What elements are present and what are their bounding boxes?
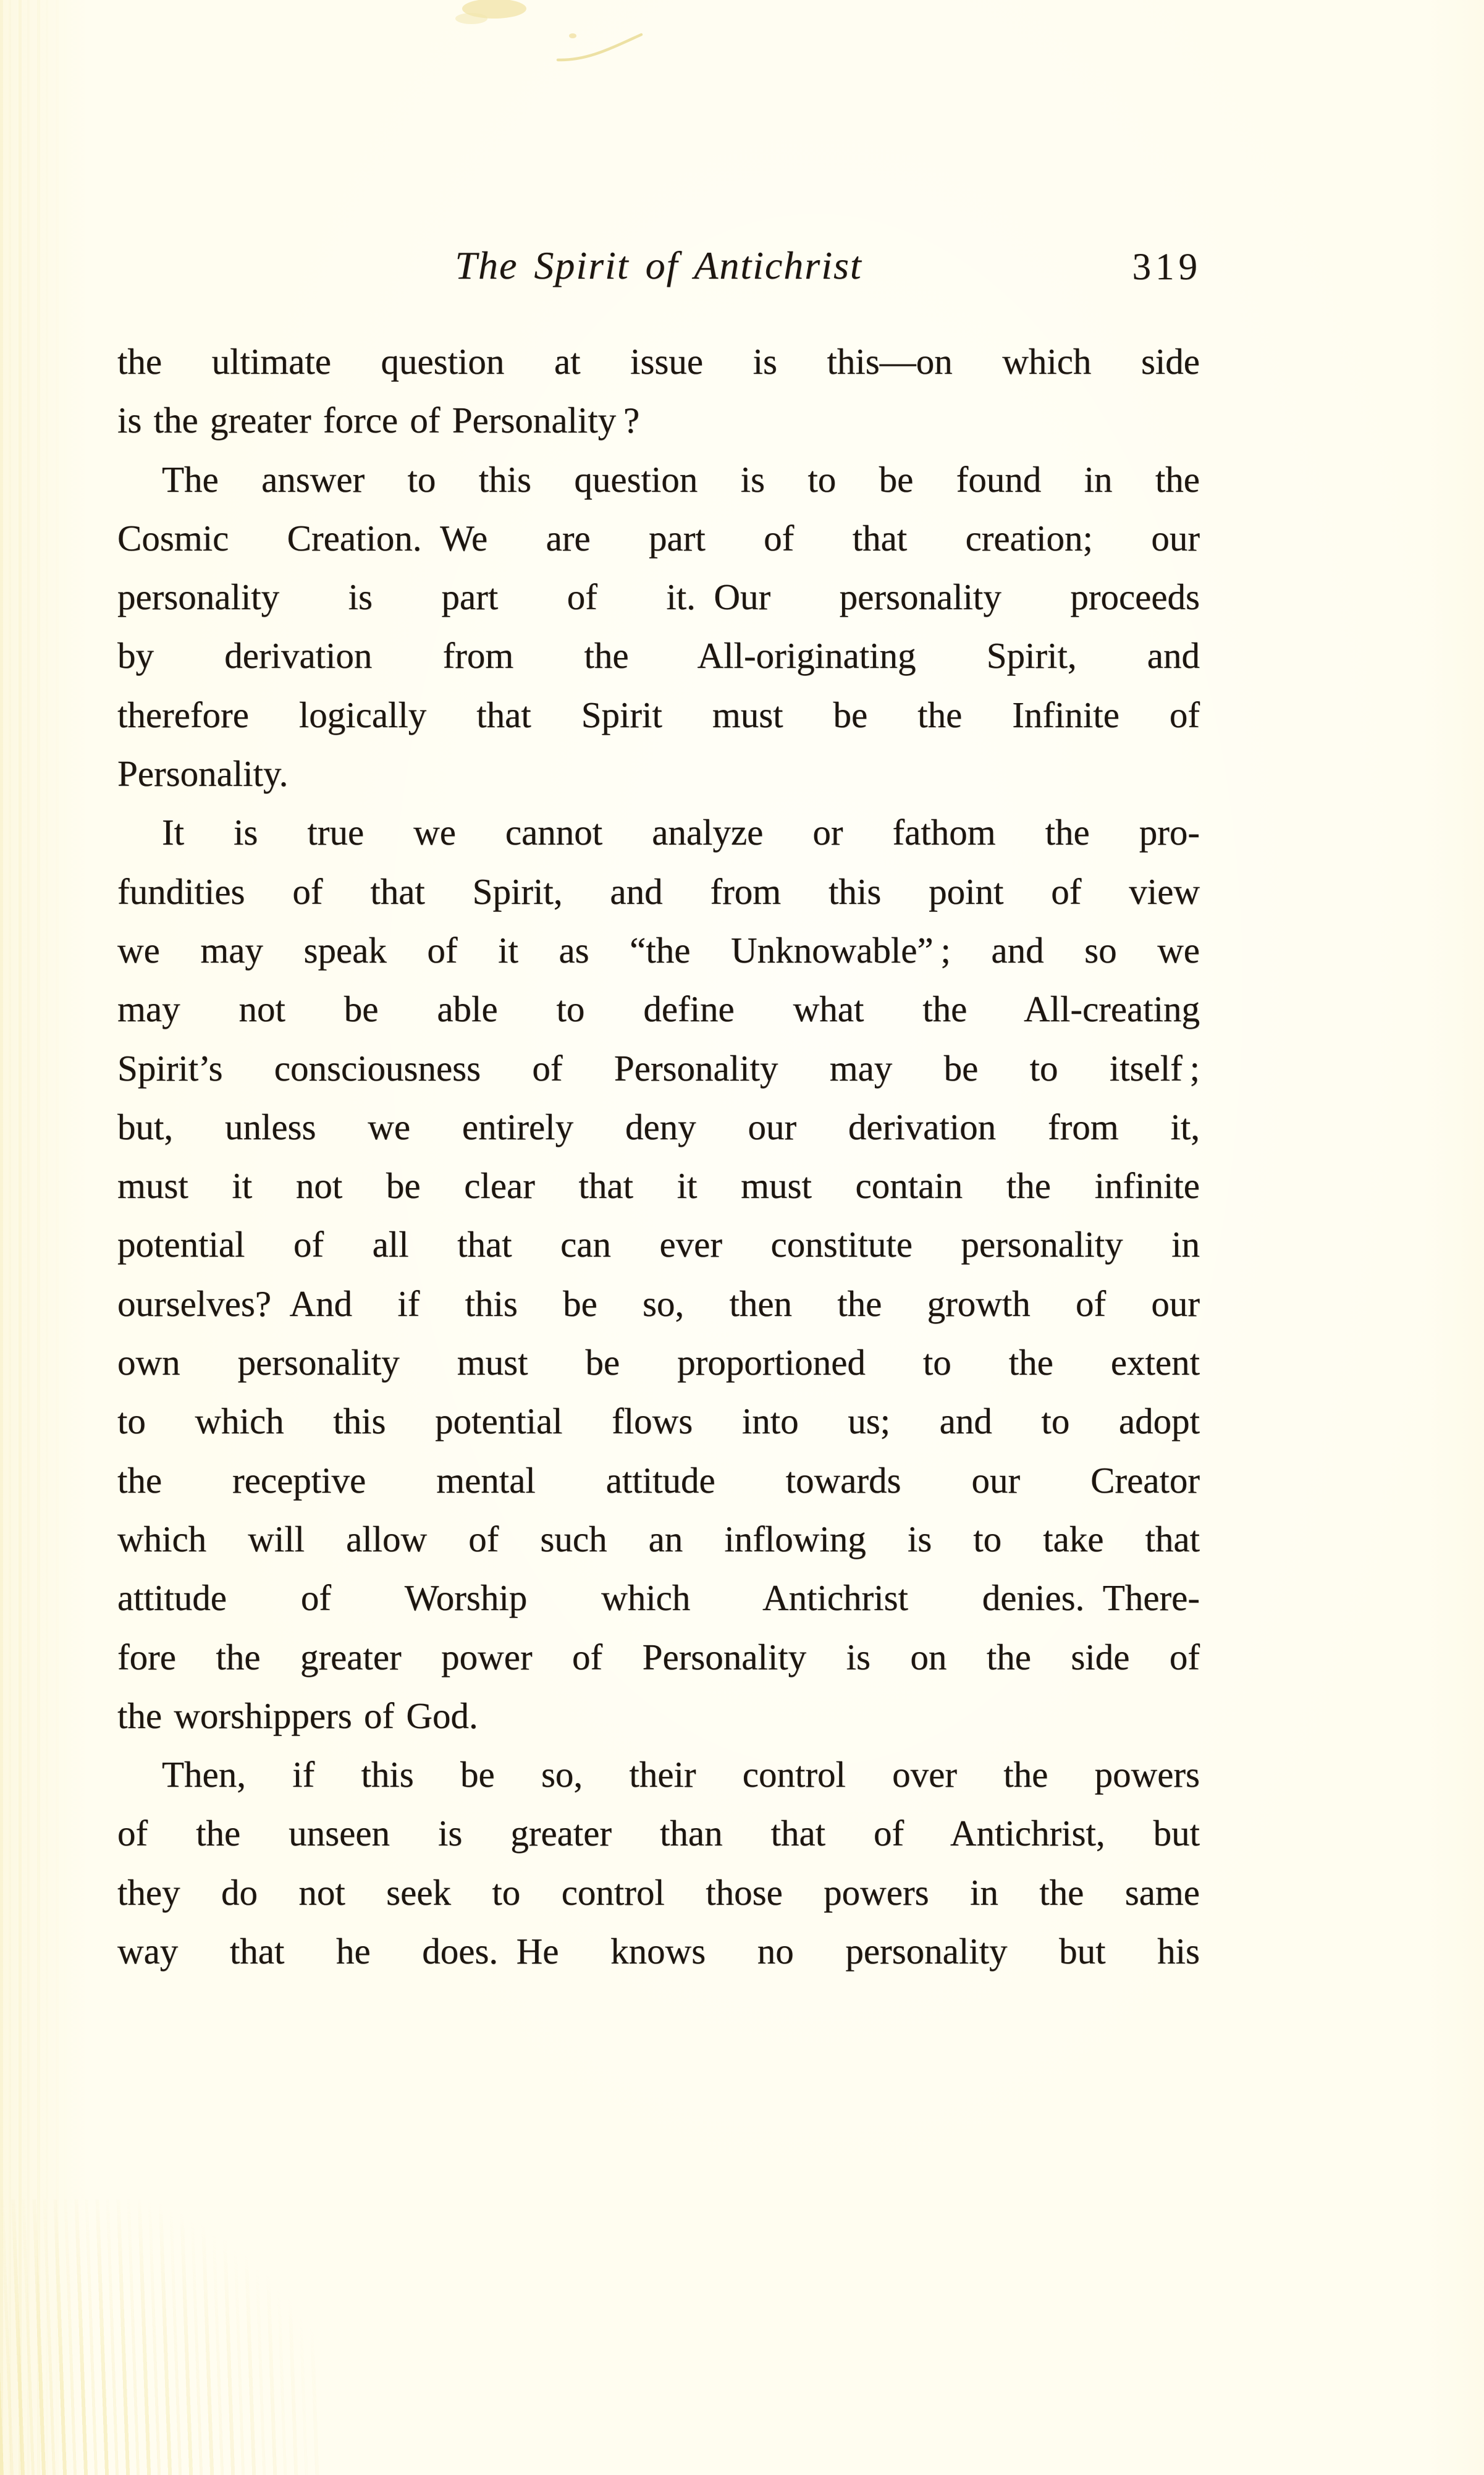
speck <box>569 33 576 38</box>
text-line: attitude of Worship which Antichrist denies. There- <box>117 1577 1200 1619</box>
text-line: the receptive mental attitude towards our Creator <box>117 1459 1200 1501</box>
curved-scratch <box>558 35 641 60</box>
page-number: 319 <box>1132 247 1202 288</box>
running-header-title: The Spirit of Antichrist <box>455 243 862 287</box>
text-line: the worshippers of God. <box>117 1695 478 1736</box>
body-text-block <box>117 332 1200 1981</box>
left-edge-scan-texture <box>0 0 68 2475</box>
text-line: is the greater force of Personality ? <box>117 400 640 441</box>
scan-scratch-marks <box>0 0 1484 136</box>
text-line: Then, if this be so, their control over the powers <box>162 1754 1200 1795</box>
text-line: Personality. <box>117 753 289 795</box>
text-line: way that he does. He knows no personality but his <box>117 1931 1200 1972</box>
text-line: fundities of that Spirit, and from this point of view <box>117 871 1200 912</box>
text-line: own personality must be proportioned to the extent <box>117 1342 1200 1383</box>
text-line: by derivation from the All-originating Spirit, and <box>117 635 1200 677</box>
text-line: may not be able to define what the All-creating <box>117 989 1200 1030</box>
text-line: therefore logically that Spirit must be the Infinite of <box>117 694 1200 735</box>
text-line: Spirit’s consciousness of Personality may be to itself ; <box>117 1047 1200 1089</box>
text-line: of the unseen is greater than that of Antichrist, but <box>117 1813 1200 1854</box>
text-line: Cosmic Creation. We are part of that creation; our <box>117 517 1200 559</box>
text-line: we may speak of it as “the Unknowable” ; and so we <box>117 929 1200 971</box>
text-line: It is true we cannot analyze or fathom the pro- <box>162 812 1200 853</box>
bottom-left-scan-texture <box>0 2199 321 2475</box>
text-line: but, unless we entirely deny our derivation from it, <box>117 1106 1200 1147</box>
text-line: fore the greater power of Personality is on the side of <box>117 1636 1200 1677</box>
text-line: to which this potential flows into us; and to adopt <box>117 1401 1200 1442</box>
text-line: The answer to this question is to be found in the <box>162 458 1200 500</box>
text-line: which will allow of such an inflowing is to take that <box>117 1518 1200 1559</box>
text-line: the ultimate question at issue is this—on which side <box>117 341 1200 382</box>
text-line: ourselves? And if this be so, then the growth of our <box>117 1283 1200 1324</box>
text-line: must it not be clear that it must contain the infinite <box>117 1165 1200 1207</box>
text-line: personality is part of it. Our personality proceeds <box>117 576 1200 618</box>
top-smudge-small <box>455 13 487 24</box>
text-line: potential of all that can ever constitute personality in <box>117 1224 1200 1265</box>
text-line: they do not seek to control those powers in the same <box>117 1871 1200 1913</box>
